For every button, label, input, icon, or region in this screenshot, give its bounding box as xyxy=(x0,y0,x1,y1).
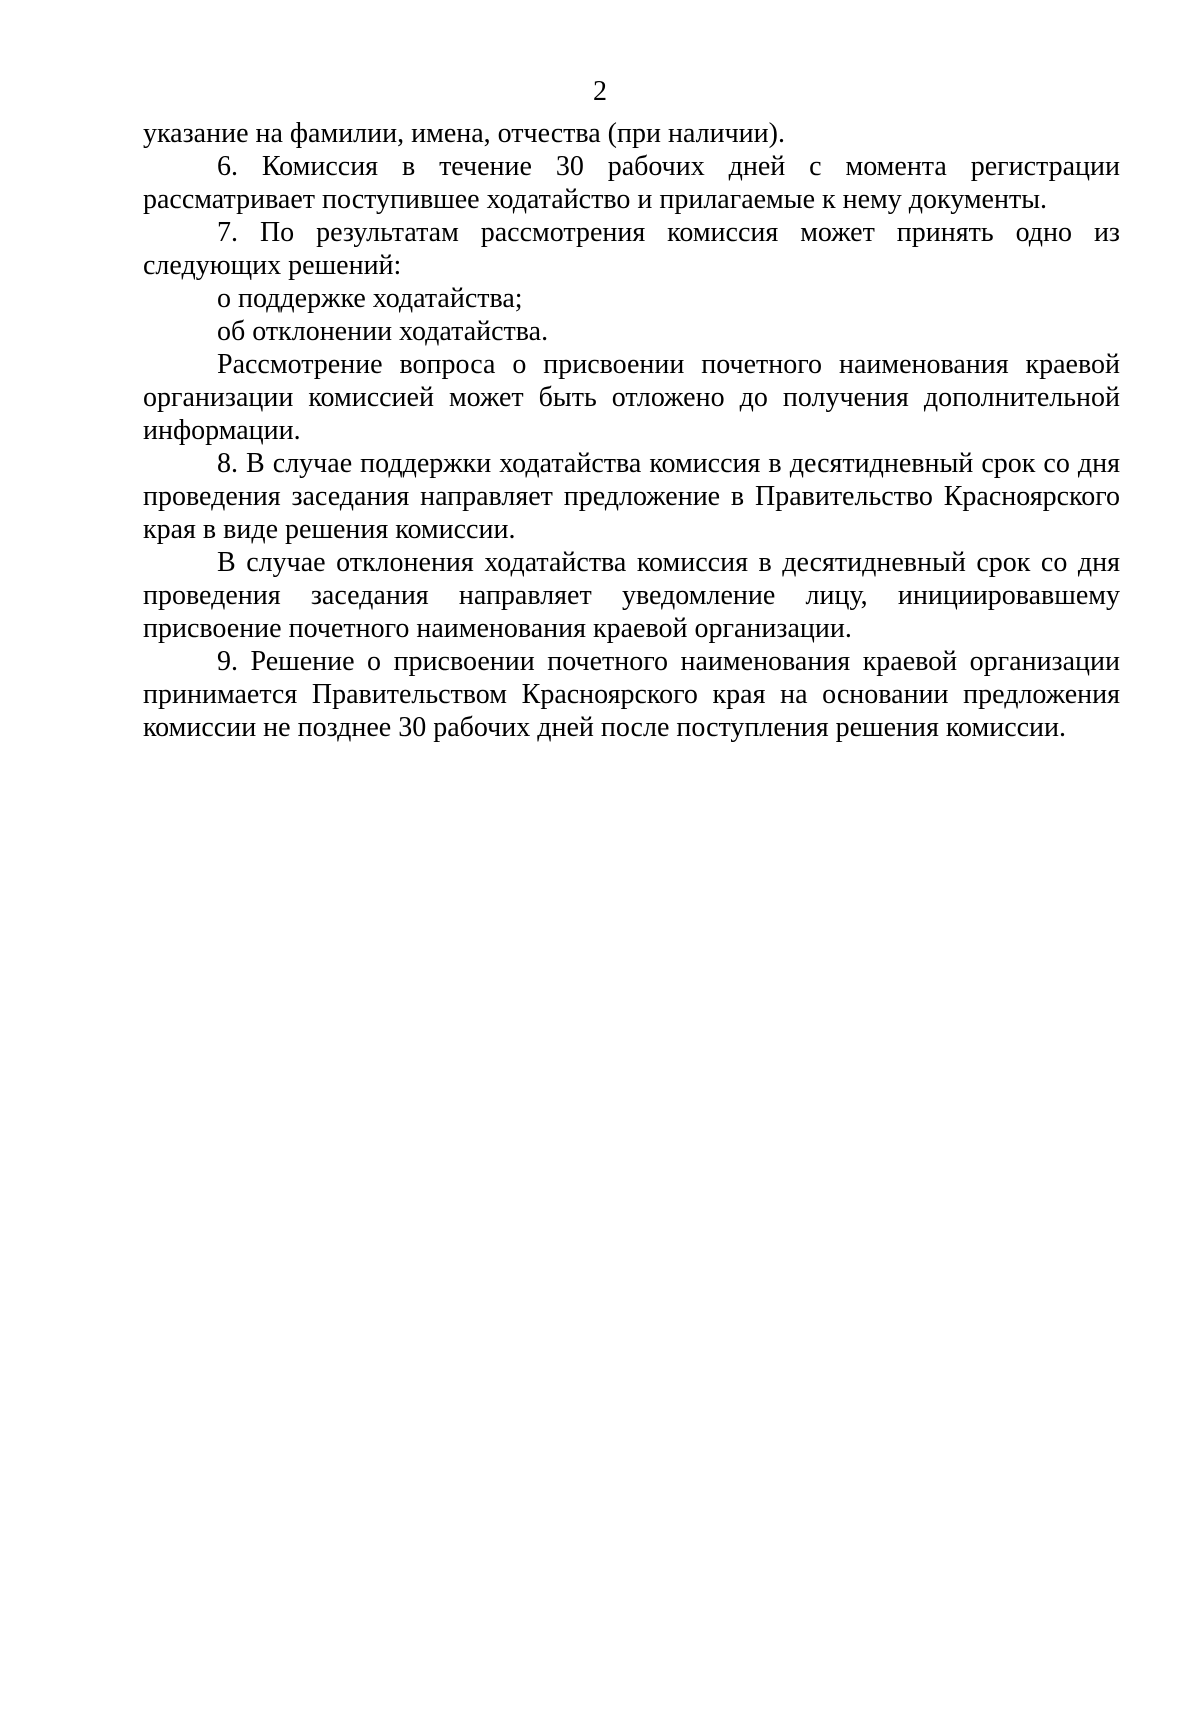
paragraph-option-support: о поддержке ходатайства; xyxy=(217,283,523,314)
paragraph-item-8: 8. В случае поддержки ходатайства комиссия в десятидневный срок со дня проведения заседания направляет предложение в Правительство Красноярского края в виде решения комиссии. xyxy=(143,448,1120,545)
paragraph-item-6: 6. Комиссия в течение 30 рабочих дней с момента регистрации рассматривает поступившее ходатайство и прилагаемые к нему документы. xyxy=(143,151,1120,215)
paragraph-deferral: Рассмотрение вопроса о присвоении почетного наименования краевой организации комиссией может быть отложено до получения дополнительной информации. xyxy=(143,349,1120,446)
paragraph-continuation: указание на фамилии, имена, отчества (при наличии). xyxy=(143,118,785,149)
document-body xyxy=(143,117,1120,744)
paragraph-option-reject: об отклонении ходатайства. xyxy=(217,316,549,347)
paragraph-item-9: 9. Решение о присвоении почетного наименования краевой организации принимается Правительством Красноярского края на основании предложения комиссии не позднее 30 рабочих дней после поступления решения комиссии. xyxy=(143,646,1120,743)
paragraph-item-7: 7. По результатам рассмотрения комиссия может принять одно из следующих решений: xyxy=(143,217,1120,281)
paragraph-rejection-notice: В случае отклонения ходатайства комиссия в десятидневный срок со дня проведения заседания направляет уведомление лицу, инициировавшему присвоение почетного наименования краевой организации. xyxy=(143,547,1120,644)
page-number: 2 xyxy=(593,76,607,107)
